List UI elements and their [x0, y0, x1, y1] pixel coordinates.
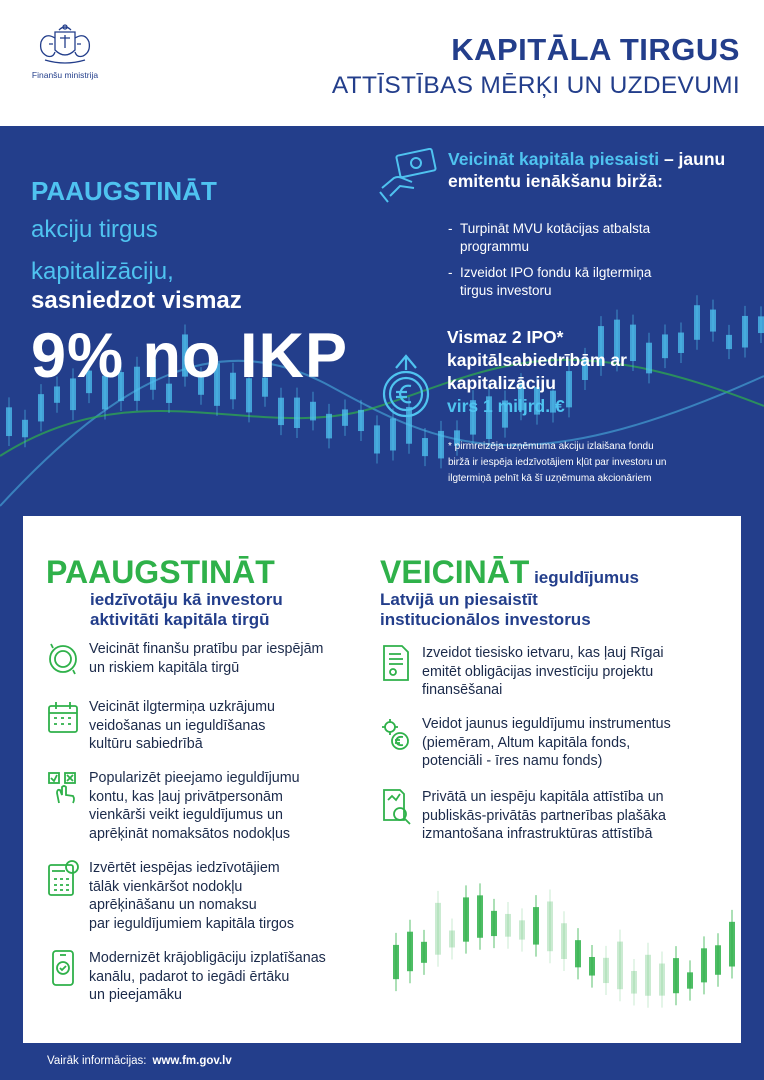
task-item [47, 859, 294, 933]
task-line: un riskiem kapitāla tirgū [89, 659, 240, 676]
footer [0, 1043, 764, 1080]
task-line: Privātā un iespēju kapitāla attīstība un [422, 789, 664, 805]
task-item [47, 949, 326, 1005]
ministry-name: Finanšu ministrija [31, 70, 99, 80]
item-line: tirgus investoru [460, 283, 552, 298]
candle-body [477, 895, 483, 937]
candle-body [326, 414, 332, 439]
task-item [380, 644, 664, 700]
candle-body [421, 942, 427, 963]
task-line: vienkārši veikt ieguldījumus un [89, 807, 283, 823]
candle-body [374, 425, 380, 453]
page-title: KAPITĀLA TIRGUS [451, 32, 740, 67]
subheading-line: Latvijā un piesaistīt [380, 590, 538, 609]
task-text [89, 769, 300, 843]
task-line: Modernizēt krājobligāciju izplatīšanas [89, 950, 326, 966]
task-line: tālāk vienkāršot nodokļu [89, 878, 243, 895]
footer-text [47, 1055, 232, 1067]
left-column-heading: PAAUGSTINĀT [46, 554, 275, 590]
footer-label: Vairāk informācijas: [47, 1055, 147, 1067]
task-text [89, 949, 326, 1005]
candle-body [631, 971, 637, 994]
candle-body [687, 972, 693, 988]
ministry-logo [22, 22, 108, 80]
bullet-dash: - [448, 221, 453, 236]
candle-body [575, 940, 581, 967]
candle-body [422, 438, 428, 456]
candle-body [547, 901, 553, 951]
candle-body [358, 410, 364, 431]
candle-body [617, 942, 623, 990]
right-column-subheading [380, 590, 591, 630]
right-heading-accent: VEICINĀT [380, 554, 530, 590]
candle-body [342, 409, 348, 425]
task-text [422, 788, 666, 844]
candle-body [519, 920, 525, 939]
task-line: aprēķināšanu un nomaksu [89, 897, 257, 913]
goal-line-3: kapitalizāciju, [31, 258, 174, 285]
task-line: emitēt obligācijas investīciju projektu [422, 663, 654, 680]
candle-body [310, 402, 316, 421]
candle-body [463, 897, 469, 941]
task-line: un pieejamāku [89, 987, 182, 1003]
task-text [422, 715, 671, 771]
task-text [89, 698, 275, 754]
task-line: Veicināt finanšu pratību par iespējām [89, 641, 324, 657]
task-line: izmantošana infrastruktūras attīstībā [422, 826, 653, 842]
capital-raising-heading [448, 148, 748, 192]
item-line: programmu [460, 239, 530, 254]
task-item [380, 788, 666, 844]
euro-growth-icon [378, 346, 434, 424]
task-line: Veidot jaunus ieguldījumu instrumentus [422, 716, 671, 732]
candle-body [438, 431, 444, 459]
candle-body [294, 398, 300, 428]
hand-tap-checklist-icon [47, 769, 79, 807]
candle-body [22, 420, 28, 437]
candle-body [603, 958, 609, 983]
capital-raising-rest: – jaunu emitentu ienākšanu biržā: [448, 149, 726, 191]
task-line: kanālu, padarot to iegādi ērtāku [89, 968, 290, 985]
task-line: veidošanas un ieguldīšanas [89, 717, 266, 734]
footnote-line: ilgtermiņā pelnīt kā šī uzņēmuma akcionāriem [448, 473, 652, 484]
task-item [47, 769, 300, 843]
footer-link[interactable]: www.fm.gov.lv [152, 1055, 232, 1067]
capital-raising-accent: Veicināt kapitāla piesaisti [448, 149, 660, 169]
task-line: kontu, kas ļauj privātpersonām [89, 788, 283, 805]
candle-body [449, 930, 455, 947]
task-item [47, 640, 323, 678]
right-heading-rest: ieguldījumus [529, 568, 639, 587]
header [0, 0, 764, 126]
ipo-line: kapitālsabiedrībām ar [447, 350, 627, 370]
ipo-target [447, 326, 747, 418]
left-column-subheading [90, 590, 283, 630]
candle-body [533, 907, 539, 944]
task-line: Veicināt ilgtermiņa uzkrājumu [89, 699, 275, 715]
item-line: Turpināt MVU kotācijas atbalsta [460, 221, 651, 236]
candle-body [701, 948, 707, 982]
candle-body [278, 398, 284, 425]
calculator-euro-icon [47, 859, 79, 897]
hand-money-icon [378, 148, 438, 206]
coat-of-arms-icon [33, 22, 97, 66]
candle-body [758, 316, 764, 333]
task-text [89, 640, 323, 677]
task-item [47, 698, 275, 754]
calendar-icon [47, 698, 79, 736]
top-section [0, 126, 764, 516]
candle-body [729, 922, 735, 967]
tasks-card [23, 516, 741, 1043]
subheading-line: institucionālos investorus [380, 610, 591, 629]
document-certificate-icon [380, 644, 412, 682]
candle-body [673, 958, 679, 993]
task-line: (piemēram, Altum kapitāla fonds, [422, 734, 631, 751]
document-magnifier-icon [380, 788, 412, 826]
task-line: publiskās-privātās partnerības plašāka [422, 807, 666, 824]
task-line: aprēķināt nomaksātos nodokļus [89, 825, 291, 842]
circular-arrows-icon [47, 640, 79, 678]
bullet-dash: - [448, 265, 453, 280]
phone-check-icon [47, 949, 79, 987]
subheading-line: aktivitāti kapitāla tirgū [90, 610, 270, 629]
candle-body [6, 407, 12, 436]
capital-raising-item [448, 264, 738, 300]
candle-body [505, 914, 511, 937]
ipo-line: kapitalizāciju [447, 373, 556, 393]
candle-body [435, 903, 441, 955]
item-line: Izveidot IPO fondu kā ilgtermiņa [460, 265, 652, 280]
subheading-line: iedzīvotāju kā investoru [90, 590, 283, 609]
ipo-line: virs 1 miljrd. € [447, 396, 565, 416]
task-line: Izvērtēt iespējas iedzīvotājiem [89, 860, 280, 876]
task-text [422, 644, 664, 700]
capital-raising-item [448, 220, 738, 256]
goal-line-2: akciju tirgus [31, 216, 158, 243]
goal-line-4: sasniedzot vismaz [31, 287, 242, 314]
ipo-line: Vismaz 2 IPO* [447, 327, 564, 347]
footnote-line: biržā ir iespēja iedzīvotājiem kļūt par investoru un [448, 457, 667, 468]
candle-body [645, 955, 651, 996]
task-line: kultūru sabiedrībā [89, 736, 203, 752]
candle-body [393, 945, 399, 979]
task-item [380, 715, 671, 771]
footnote-line: * pirmreizēja uzņēmuma akciju izlaišana fondu [448, 441, 654, 452]
candle-body [561, 923, 567, 959]
candle-body [659, 964, 665, 996]
gears-euro-icon [380, 715, 412, 753]
page-subtitle: ATTĪSTĪBAS MĒRĶI UN UZDEVUMI [331, 72, 740, 99]
task-line: Popularizēt pieejamo ieguldījumu [89, 770, 300, 786]
goal-target: 9% no IKP [31, 321, 349, 391]
task-line: finansēšanai [422, 682, 503, 698]
candle-body [715, 945, 721, 975]
task-line: par ieguldījumiem kapitāla tirgos [89, 915, 295, 932]
candle-body [491, 911, 497, 936]
goal-heading: PAAUGSTINĀT [31, 176, 217, 206]
candle-body [407, 932, 413, 971]
candle-body [38, 394, 44, 421]
right-column-heading [380, 554, 639, 591]
task-text [89, 859, 294, 933]
candle-body [589, 957, 595, 976]
ipo-footnote [448, 439, 738, 487]
task-line: potenciāli - īres namu fonds) [422, 753, 603, 769]
task-line: Izveidot tiesisko ietvaru, kas ļauj Rīgai [422, 645, 664, 661]
